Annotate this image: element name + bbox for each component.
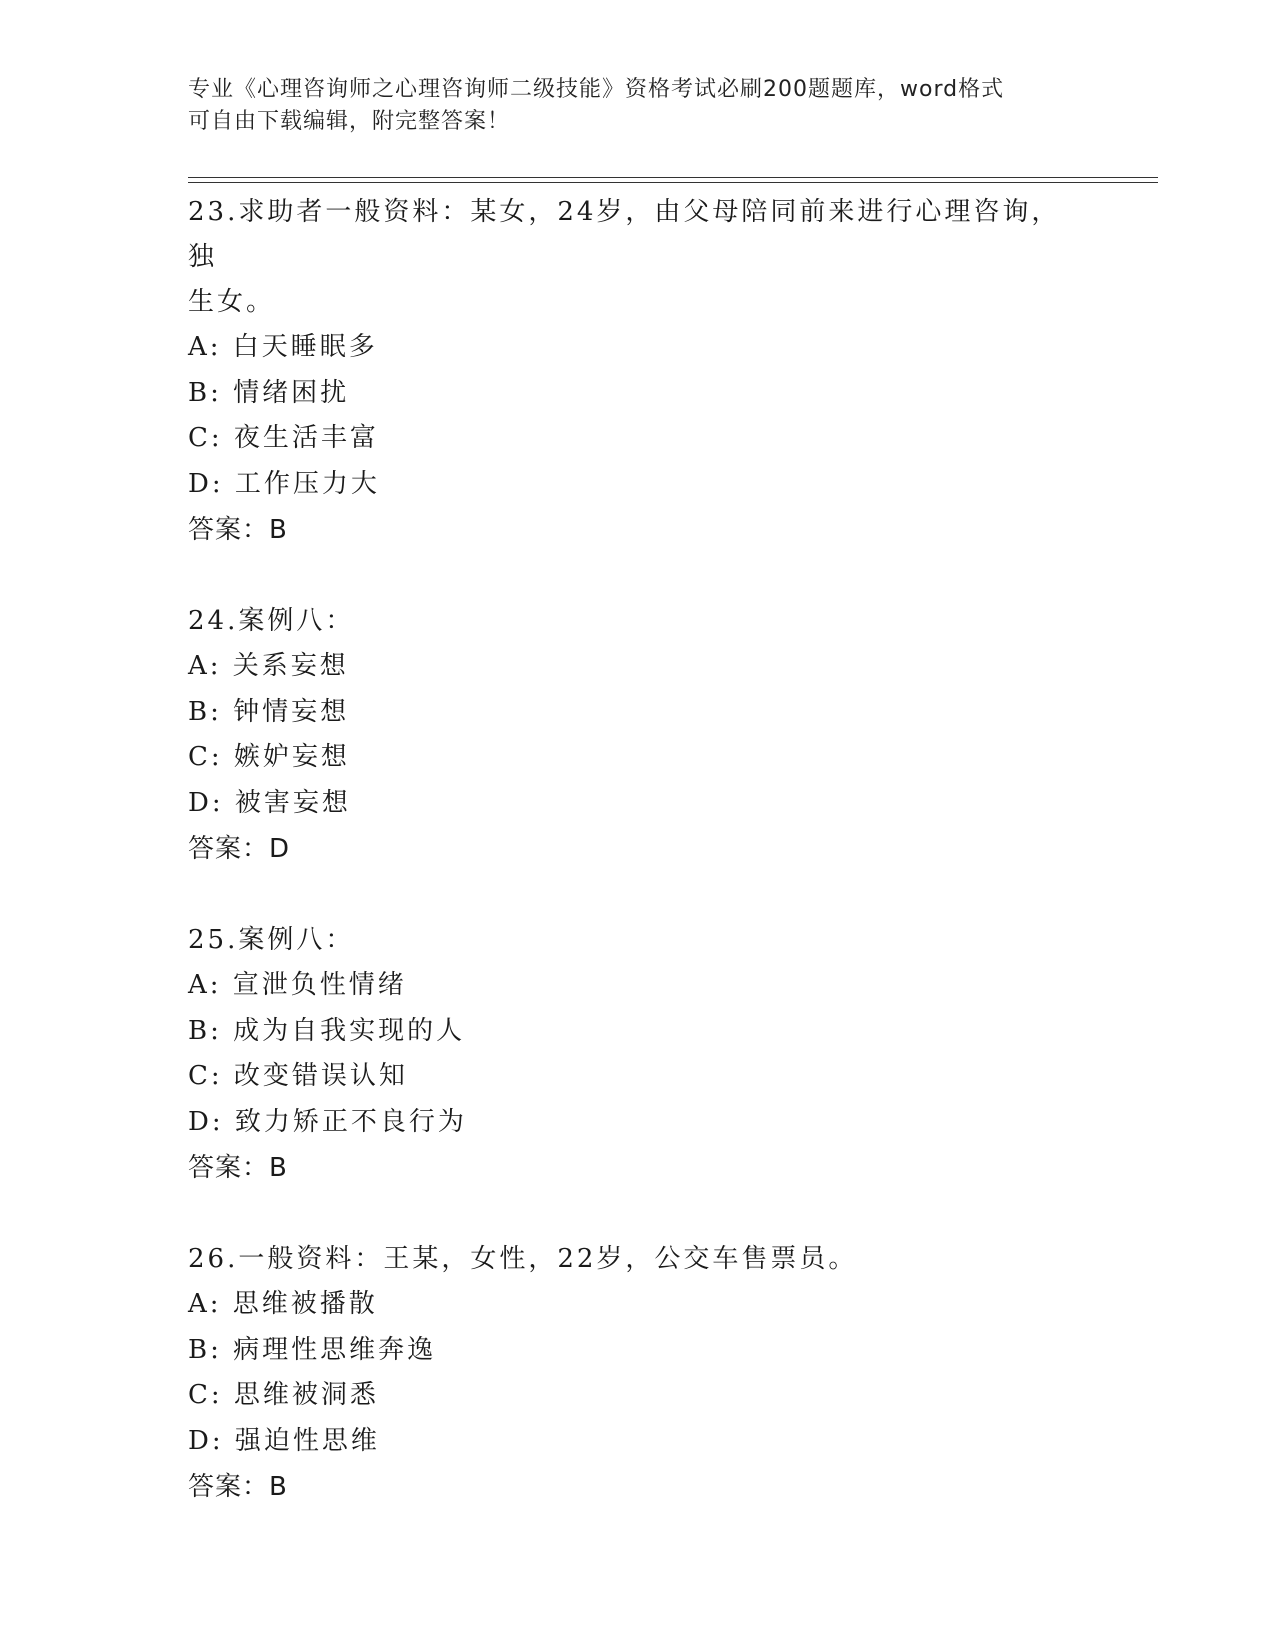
header-divider-bottom (188, 182, 1158, 183)
document-header (188, 74, 1068, 138)
option-b: B: 情绪困扰 (188, 377, 350, 408)
question-stem: 26.一般资料：王某，女性，22岁，公交车售票员。 (188, 1244, 858, 1274)
header-line-2: 可自由下载编辑，附完整答案！ (188, 109, 511, 134)
question-26 (188, 1237, 1088, 1510)
question-stem: 25.案例八： (188, 925, 355, 955)
question-24 (188, 599, 1088, 872)
option-a: A: 宣泄负性情绪 (188, 970, 407, 1000)
header-divider-top (188, 177, 1158, 178)
option-c: C: 嫉妒妄想 (188, 742, 350, 772)
option-c: C: 夜生活丰富 (188, 423, 379, 453)
question-stem: 23.求助者一般资料：某女，24岁，由父母陪同前来进行心理咨询，独 生女。 (188, 197, 1061, 317)
question-list (188, 190, 1088, 1556)
answer: 答案：D (188, 834, 291, 864)
question-25 (188, 918, 1088, 1191)
option-c: C: 思维被洞悉 (188, 1380, 379, 1410)
option-d: D: 工作压力大 (188, 468, 380, 499)
answer: 答案：B (188, 1472, 288, 1502)
option-d: D: 致力矫正不良行为 (188, 1106, 467, 1137)
answer: 答案：B (188, 1153, 288, 1183)
option-b: B: 成为自我实现的人 (188, 1015, 466, 1046)
option-a: A: 思维被播散 (188, 1289, 378, 1319)
option-b: B: 钟情妄想 (188, 696, 350, 727)
option-d: D: 被害妄想 (188, 787, 351, 818)
question-23 (188, 190, 1088, 553)
question-stem: 24.案例八： (188, 606, 355, 636)
option-a: A: 关系妄想 (188, 651, 349, 681)
option-d: D: 强迫性思维 (188, 1425, 380, 1456)
option-a: A: 白天睡眠多 (188, 332, 378, 362)
option-b: B: 病理性思维奔逸 (188, 1334, 437, 1365)
option-c: C: 改变错误认知 (188, 1061, 408, 1091)
header-line-1: 专业《心理咨询师之心理咨询师二级技能》资格考试必刷200题题库，word格式 (188, 77, 1005, 102)
answer: 答案：B (188, 515, 288, 545)
